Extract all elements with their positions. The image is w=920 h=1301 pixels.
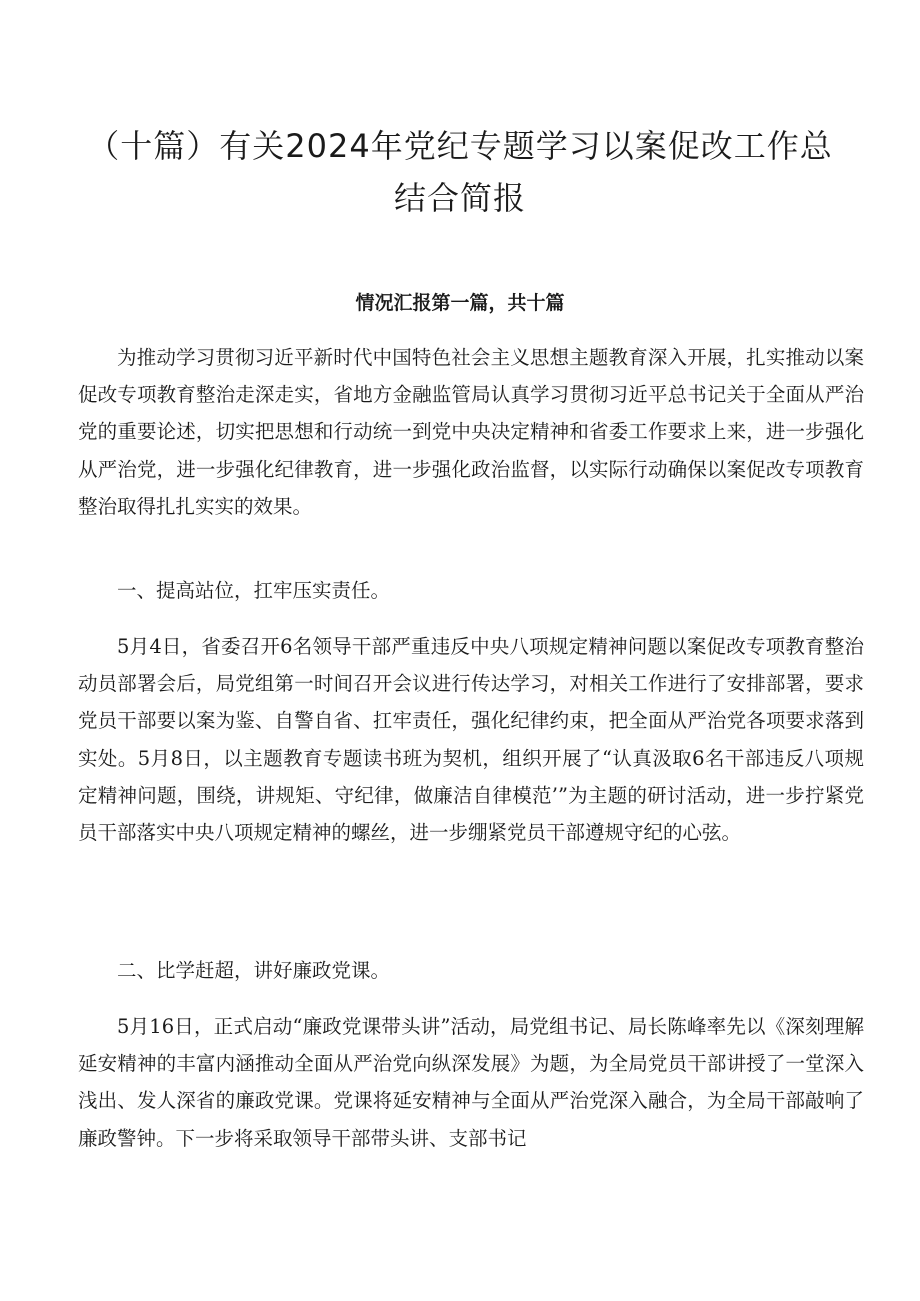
section-heading: 情况汇报第一篇，共十篇 <box>355 292 565 314</box>
title-line-2: 结合简报 <box>393 179 526 217</box>
subheading-2: 二、比学赶超，讲好廉政党课。 <box>117 959 391 982</box>
paragraph-2: 5月16日，正式启动“廉政党课带头讲”活动，局党组书记、局长陈峰率先以《深刻理解延安精神的丰富内涵推动全面从严治党向纵深发展》为题，为全局党员干部讲授了一堂深入浅出、发人深省的廉政党课。党课将延安精神与全面从严治党深入融合，为全局干部敲响了廉政警钟。下一步将采取领导干部带头讲、支部书记 <box>78 1015 864 1150</box>
document-title <box>70 120 850 224</box>
paragraph-intro: 为推动学习贯彻习近平新时代中国特色社会主义思想主题教育深入开展，扎实推动以案促改专项教育整治走深走实，省地方金融监管局认真学习贯彻习近平总书记关于全面从严治党的重要论述，切实把思想和行动统一到党中央决定精神和省委工作要求上来，进一步强化从严治党，进一步强化纪律教育，进一步强化政治监督，以实际行动确保以案促改专项教育整治取得扎扎实实的效果。 <box>78 346 864 518</box>
title-line-1: （十篇）有关2024年党纪专题学习以案促改工作总 <box>87 127 833 165</box>
paragraph-1: 5月4日，省委召开6名领导干部严重违反中央八项规定精神问题以案促改专项教育整治动员部署会后，局党组第一时间召开会议进行传达学习，对相关工作进行了安排部署，要求党员干部要以案为鉴、自警自省、扛牢责任，强化纪律约束，把全面从严治党各项要求落到实处。5月8日，以主题教育专题读书班为契机，组织开展了“认真汲取6名干部违反八项规定精神问题，围绕，讲规矩、守纪律，做廉洁自律模范’”为主题的研讨活动，进一步拧紧党员干部落实中央八项规定精神的螺丝，进一步绷紧党员干部遵规守纪的心弦。 <box>78 635 864 845</box>
subheading-1: 一、提高站位，扛牢压实责任。 <box>117 579 391 602</box>
